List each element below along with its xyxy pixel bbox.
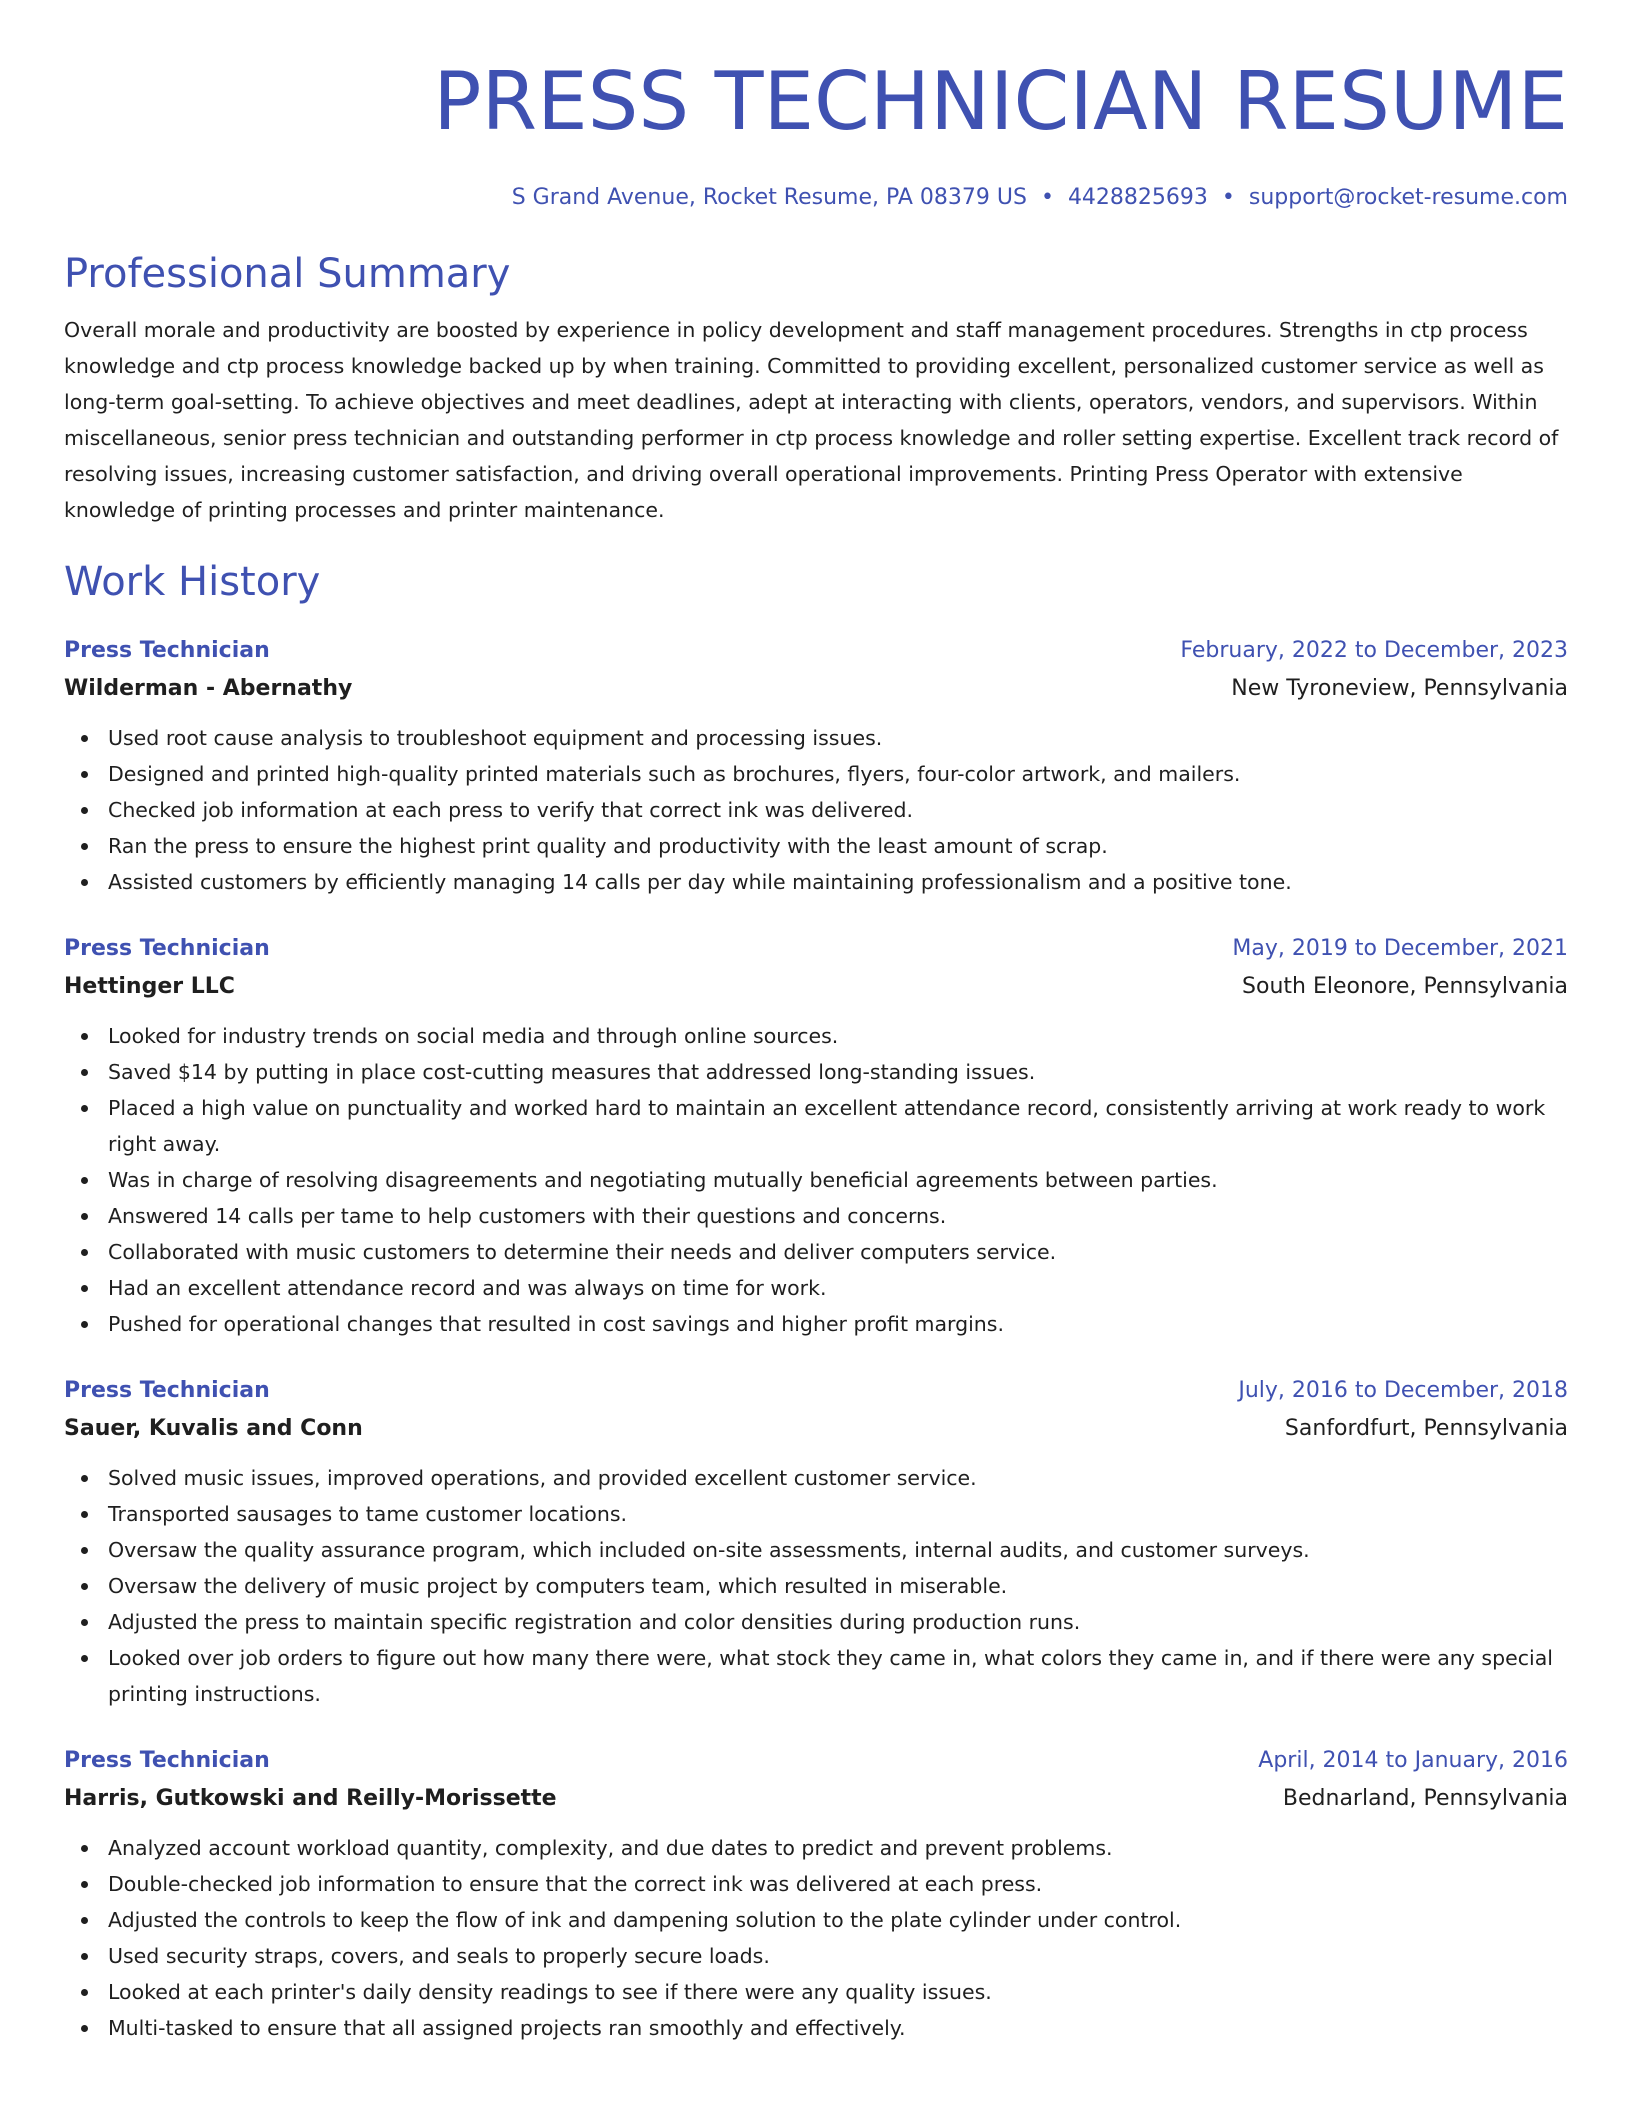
bullet-icon (81, 1655, 88, 1662)
job-bullet-text: Analyzed account workload quantity, complexity, and due dates to predict and prevent problems. (108, 1836, 1113, 1860)
contact-separator: • (1040, 185, 1054, 210)
job-bullet-text: Ran the press to ensure the highest print quality and productivity with the least amount of scrap. (108, 834, 1108, 858)
bullet-icon (81, 1177, 88, 1184)
job-bullet-list (64, 1460, 1568, 1712)
job-entry (64, 1372, 1568, 1712)
job-bullet-text: Designed and printed high-quality printed materials such as brochures, flyers, four-color artwork, and mailers. (108, 762, 1241, 786)
job-bullet-text: Adjusted the controls to keep the flow of ink and dampening solution to the plate cylinder under control. (108, 1908, 1182, 1932)
job-location: Sanfordfurt, Pennsylvania (1284, 1416, 1568, 1441)
job-bullet-text: Transported sausages to tame customer locations. (108, 1502, 628, 1526)
job-bullet-text: Was in charge of resolving disagreements and negotiating mutually beneficial agreements between parties. (108, 1168, 1218, 1192)
resume-title: PRESS TECHNICIAN RESUME (433, 55, 1568, 148)
job-bullet (108, 1270, 1568, 1306)
bullet-icon (81, 1321, 88, 1328)
contact-address: S Grand Avenue, Rocket Resume, PA 08379 US (511, 185, 1027, 210)
job-bullet-text: Multi-tasked to ensure that all assigned projects ran smoothly and effectively. (108, 2016, 906, 2040)
bullet-icon (81, 771, 88, 778)
job-location: New Tyroneview, Pennsylvania (1231, 676, 1568, 701)
bullet-icon (81, 1619, 88, 1626)
job-bullet-list (64, 720, 1568, 900)
bullet-icon (81, 735, 88, 742)
job-bullet-text: Assisted customers by efficiently managing 14 calls per day while maintaining professionalism and a positive tone. (108, 870, 1292, 894)
job-title: Press Technician (64, 638, 270, 663)
job-bullet (108, 1054, 1568, 1090)
job-bullet (108, 1830, 1568, 1866)
job-bullet (108, 1198, 1568, 1234)
contact-separator: • (1221, 185, 1235, 210)
job-bullet (108, 1866, 1568, 1902)
job-bullet (108, 864, 1568, 900)
job-company: Wilderman - Abernathy (64, 676, 353, 701)
job-bullet (108, 1306, 1568, 1342)
job-bullet (108, 1974, 1568, 2010)
job-location: Bednarland, Pennsylvania (1282, 1786, 1568, 1811)
bullet-icon (81, 843, 88, 850)
bullet-icon (81, 1989, 88, 1996)
bullet-icon (81, 879, 88, 886)
contact-phone: 4428825693 (1067, 185, 1208, 210)
professional-summary-heading: Professional Summary (64, 251, 511, 297)
bullet-icon (81, 1033, 88, 1040)
job-bullet-text: Answered 14 calls per tame to help customers with their questions and concerns. (108, 1204, 947, 1228)
job-bullet-text: Had an excellent attendance record and was always on time for work. (108, 1276, 827, 1300)
bullet-icon (81, 1953, 88, 1960)
job-bullet-text: Looked at each printer's daily density readings to see if there were any quality issues. (108, 1980, 992, 2004)
job-bullet-list (64, 1018, 1568, 1342)
job-bullet-text: Saved $14 by putting in place cost-cutting measures that addressed long-standing issues. (108, 1060, 1036, 1084)
job-bullet (108, 828, 1568, 864)
job-bullet (108, 1568, 1568, 1604)
job-bullet (108, 1640, 1568, 1712)
bullet-icon (81, 2025, 88, 2032)
resume-page (64, 0, 1568, 2046)
bullet-icon (81, 807, 88, 814)
job-dates: February, 2022 to December, 2023 (1180, 638, 1568, 663)
job-bullet (108, 1532, 1568, 1568)
bullet-icon (81, 1583, 88, 1590)
job-dates: July, 2016 to December, 2018 (1238, 1378, 1568, 1403)
job-bullet-text: Placed a high value on punctuality and worked hard to maintain an excellent attendance record, consistently arriving at work ready to work right away. (108, 1096, 1546, 1156)
bullet-icon (81, 1285, 88, 1292)
job-bullet-text: Pushed for operational changes that resulted in cost savings and higher profit margins. (108, 1312, 1004, 1336)
bullet-icon (81, 1105, 88, 1112)
bullet-icon (81, 1249, 88, 1256)
professional-summary-text: Overall morale and productivity are boosted by experience in policy development and staff management procedures. Strengths in ctp process knowledge and ctp process knowledge backed up by when training. Committed to providing excellent, personalized customer service as well as long-term goal-setting. To achieve objectives and meet deadlines, adept at interacting with clients, operators, vendors, and supervisors. Within miscellaneous, senior press technician and outstanding performer in ctp process knowledge and roller setting expertise. Excellent track record of resolving issues, increasing customer satisfaction, and driving overall operational improvements. Printing Press Operator with extensive knowledge of printing processes and printer maintenance. (64, 318, 1559, 522)
bullet-icon (81, 1917, 88, 1924)
bullet-icon (81, 1547, 88, 1554)
job-bullet (108, 2010, 1568, 2046)
contact-line (64, 180, 1568, 216)
job-bullet (108, 1938, 1568, 1974)
job-company: Hettinger LLC (64, 974, 235, 999)
work-history-heading: Work History (64, 559, 321, 605)
job-bullet-text: Collaborated with music customers to determine their needs and deliver computers service. (108, 1240, 1057, 1264)
job-bullet (108, 1460, 1568, 1496)
job-bullet-text: Used root cause analysis to troubleshoot equipment and processing issues. (108, 726, 883, 750)
job-dates: April, 2014 to January, 2016 (1258, 1748, 1568, 1773)
bullet-icon (81, 1845, 88, 1852)
bullet-icon (81, 1213, 88, 1220)
bullet-icon (81, 1511, 88, 1518)
job-bullet (108, 756, 1568, 792)
job-company: Sauer, Kuvalis and Conn (64, 1416, 363, 1441)
job-dates: May, 2019 to December, 2021 (1232, 936, 1568, 961)
job-entry (64, 1742, 1568, 2046)
job-bullet-text: Oversaw the delivery of music project by computers team, which resulted in miserable. (108, 1574, 1008, 1598)
job-bullet-text: Looked for industry trends on social media and through online sources. (108, 1024, 839, 1048)
job-bullet-text: Checked job information at each press to verify that correct ink was delivered. (108, 798, 914, 822)
job-entry (64, 930, 1568, 1342)
job-bullet (108, 792, 1568, 828)
job-entry (64, 632, 1568, 900)
job-bullet-text: Looked over job orders to figure out how many there were, what stock they came in, what colors they came in, and if there were any special printing instructions. (108, 1646, 1553, 1706)
job-bullet (108, 720, 1568, 756)
job-bullet-text: Adjusted the press to maintain specific registration and color densities during production runs. (108, 1610, 1081, 1634)
job-bullet-text: Double-checked job information to ensure that the correct ink was delivered at each press. (108, 1872, 1043, 1896)
job-bullet-text: Oversaw the quality assurance program, which included on-site assessments, internal audits, and customer surveys. (108, 1538, 1310, 1562)
job-bullet (108, 1090, 1568, 1162)
job-bullet (108, 1604, 1568, 1640)
job-bullet-list (64, 1830, 1568, 2046)
bullet-icon (81, 1069, 88, 1076)
job-bullet (108, 1018, 1568, 1054)
job-location: South Eleonore, Pennsylvania (1242, 974, 1568, 999)
job-bullet-text: Solved music issues, improved operations, and provided excellent customer service. (108, 1466, 977, 1490)
contact-email: support@rocket-resume.com (1248, 185, 1568, 210)
bullet-icon (81, 1475, 88, 1482)
job-bullet-text: Used security straps, covers, and seals to properly secure loads. (108, 1944, 770, 1968)
job-bullet (108, 1234, 1568, 1270)
job-company: Harris, Gutkowski and Reilly-Morissette (64, 1786, 557, 1811)
job-bullet (108, 1496, 1568, 1532)
job-bullet (108, 1902, 1568, 1938)
job-title: Press Technician (64, 936, 270, 961)
bullet-icon (81, 1881, 88, 1888)
job-title: Press Technician (64, 1748, 270, 1773)
job-bullet (108, 1162, 1568, 1198)
job-title: Press Technician (64, 1378, 270, 1403)
